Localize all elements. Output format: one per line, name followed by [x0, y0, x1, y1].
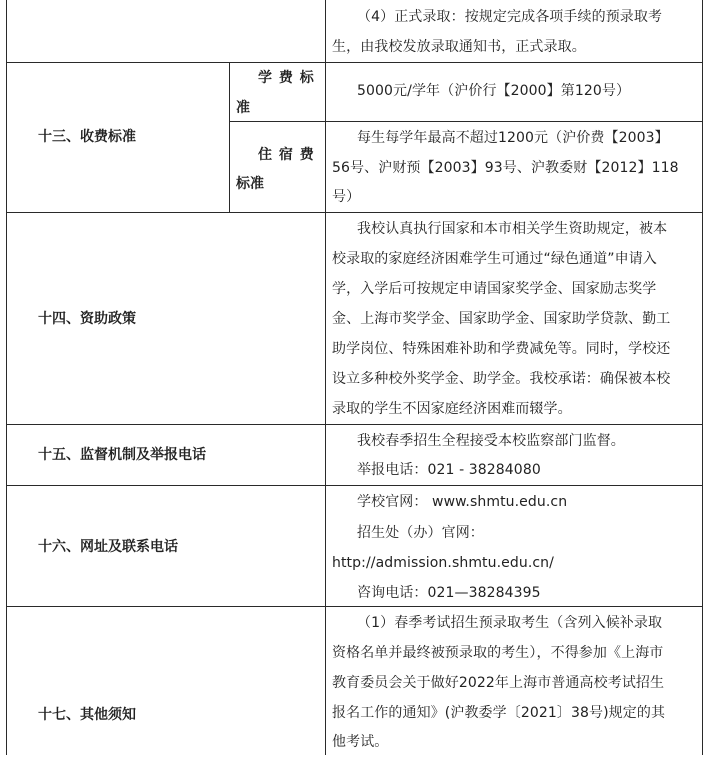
lodging-line: 56号、沪财预【2003】93号、沪教委财【2012】118: [332, 160, 679, 176]
supervision-line: 我校春季招生全程接受本校监察部门监督。: [357, 433, 625, 449]
other-line: （1）春季考试招生预录取考生（含列入候补录取: [357, 615, 663, 631]
other-line: 资格名单并最终被预录取的考生），不得参加《上海市: [332, 645, 664, 661]
tuition-value: 5000元/学年（沪价行【2000】第120号）: [357, 83, 631, 99]
lodging-label-line2: 标准: [236, 176, 264, 192]
tuition-label-line2: 准: [236, 100, 250, 116]
fees-heading: 十三、收费标准: [38, 129, 136, 145]
row-divider: [6, 212, 703, 213]
fee-subcolumn-divider: [229, 62, 230, 212]
other-line: 他考试。: [332, 734, 389, 750]
supervision-heading: 十五、监督机制及举报电话: [38, 447, 206, 463]
lodging-label-line1: 住 宿 费: [258, 147, 315, 163]
contact-heading: 十六、网址及联系电话: [38, 539, 178, 555]
aid-line: 我校认真执行国家和本市相关学生资助规定，被本: [357, 221, 668, 237]
aid-line: 录取的学生不因家庭经济困难而辍学。: [332, 401, 572, 417]
admission-line: 生，由我校发放录取通知书，正式录取。: [332, 39, 586, 55]
lodging-line: 每生每学年最高不超过1200元（沪价费【2003】: [357, 130, 669, 146]
row-divider: [6, 62, 703, 63]
aid-heading: 十四、资助政策: [38, 311, 136, 327]
school-website: 学校官网： www.shmtu.edu.cn: [357, 494, 568, 510]
row-divider: [6, 606, 703, 607]
consult-phone: 咨询电话：021—38284395: [357, 585, 541, 601]
aid-line: 金、上海市奖学金、国家助学金、国家助学贷款、勤工: [332, 311, 671, 327]
admission-office-label: 招生处（办）官网：: [357, 525, 484, 541]
admission-office-url: http://admission.shmtu.edu.cn/: [332, 555, 554, 571]
admission-line: （4）正式录取：按规定完成各项手续的预录取考: [357, 9, 663, 25]
table-border-right: [702, 0, 703, 755]
lodging-line: 号）: [332, 189, 361, 205]
other-heading: 十七、其他须知: [38, 707, 136, 723]
table-border-left: [6, 0, 7, 755]
tuition-label-line1: 学 费 标: [258, 70, 315, 86]
fee-subrow-divider: [229, 121, 703, 122]
aid-line: 设立多种校外奖学金、助学金。我校承诺：确保被本校: [332, 371, 671, 387]
aid-line: 学，入学后可按规定申请国家奖学金、国家励志奖学: [332, 281, 657, 297]
row-divider: [6, 424, 703, 425]
row-divider: [6, 485, 703, 486]
table-column-divider: [325, 0, 326, 755]
aid-line: 助学岗位、特殊困难补助和学费减免等。同时，学校还: [332, 341, 671, 357]
other-line: 教育委员会关于做好2022年上海市普通高校考试招生: [332, 675, 665, 691]
other-line: 报名工作的通知》(沪教委学〔2021〕38号)规定的其: [332, 705, 666, 721]
aid-line: 校录取的家庭经济困难学生可通过“绿色通道”申请入: [332, 251, 657, 267]
report-phone: 举报电话：021 - 38284080: [357, 462, 541, 478]
